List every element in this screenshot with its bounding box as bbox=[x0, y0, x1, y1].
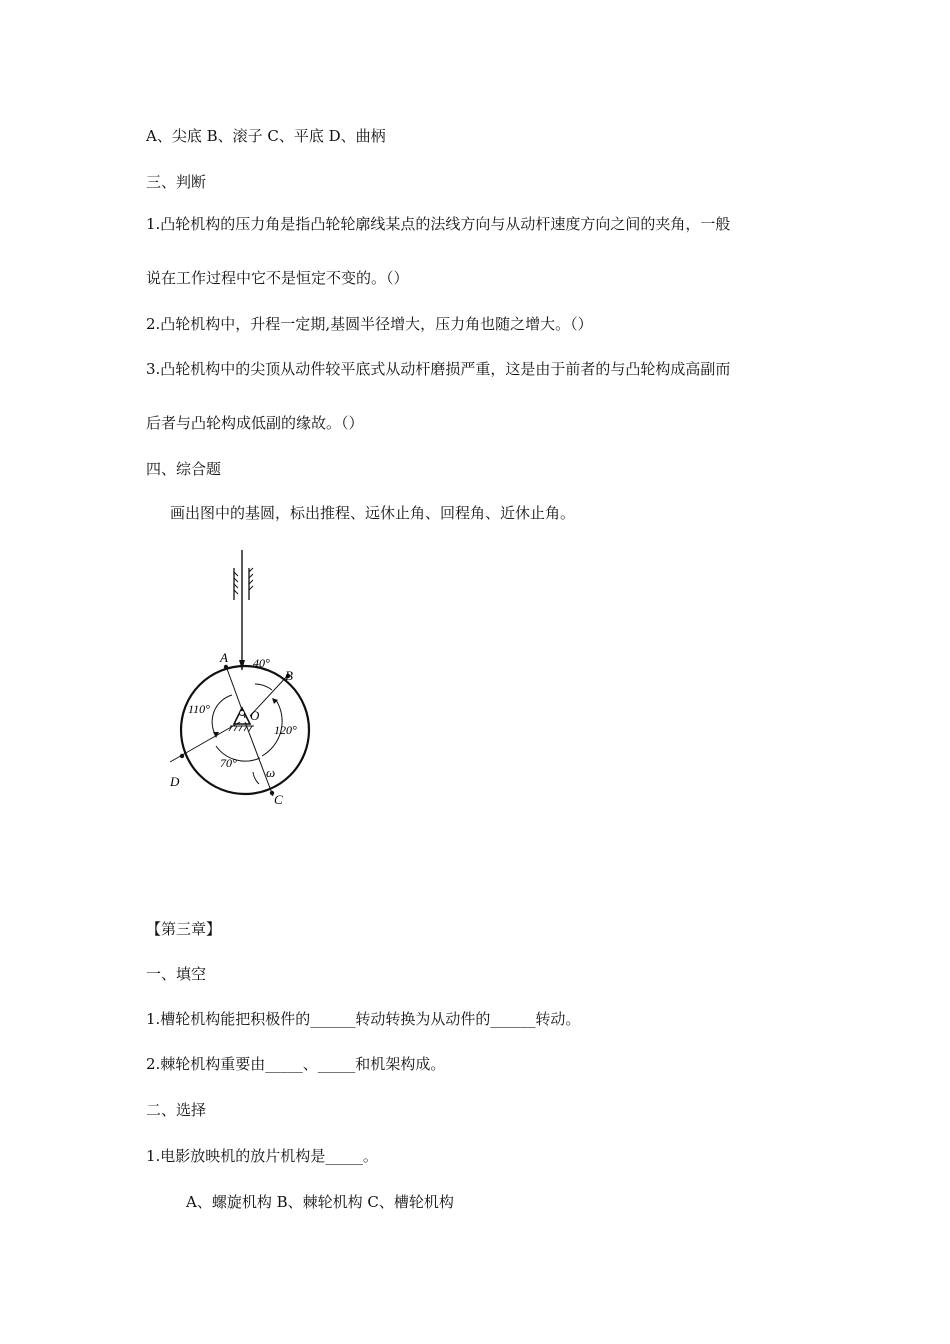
center-label-o: O bbox=[250, 708, 260, 723]
fill-item-1: 1.槽轮机构能把积极件的______转动转换为从动件的______转动。 bbox=[146, 1010, 581, 1028]
point-label-a: A bbox=[220, 650, 228, 665]
judgment-item-2: 2.凸轮机构中，升程一定期,基圆半径增大，压力角也随之增大。（） bbox=[146, 315, 593, 333]
point-label-b: B bbox=[285, 668, 293, 683]
choice-item-1: 1.电影放映机的放片机构是_____。 bbox=[146, 1147, 378, 1165]
judgment-item-1-line-2: 说在工作过程中它不是恒定不变的。（） bbox=[146, 269, 409, 287]
omega-label: ω bbox=[266, 765, 276, 780]
judgment-item-1-line-1: 1.凸轮机构的压力角是指凸轮轮廓线某点的法线方向与从动杆速度方向之间的夹角，一般 bbox=[146, 215, 731, 233]
angle-label-70: 70° bbox=[220, 756, 237, 770]
angle-label-120: 120° bbox=[274, 723, 297, 737]
angle-label-40: 40° bbox=[253, 656, 270, 670]
section-heading-fill-blank: 一、填空 bbox=[146, 965, 207, 983]
cam-mechanism-figure bbox=[150, 550, 370, 820]
chapter-heading: 【第三章】 bbox=[146, 920, 222, 938]
choice-item-1-options: A、螺旋机构 B、棘轮机构 C、槽轮机构 bbox=[186, 1193, 454, 1211]
point-label-d: D bbox=[170, 774, 180, 789]
choice-options-line: A、尖底 B、滚子 C、平底 D、曲柄 bbox=[146, 127, 386, 145]
angle-label-110: 110° bbox=[188, 702, 210, 716]
comprehensive-question: 画出图中的基圆，标出推程、远休止角、回程角、近休止角。 bbox=[170, 504, 576, 522]
judgment-item-3-line-2: 后者与凸轮构成低副的缘故。（） bbox=[146, 414, 364, 432]
point-label-c: C bbox=[274, 792, 283, 807]
section-heading-judgment: 三、判断 bbox=[146, 173, 207, 191]
fill-item-2: 2.棘轮机构重要由_____、_____和机架构成。 bbox=[146, 1055, 446, 1073]
section-heading-choice: 二、选择 bbox=[146, 1101, 207, 1119]
section-heading-comprehensive: 四、综合题 bbox=[146, 460, 222, 478]
judgment-item-3-line-1: 3.凸轮机构中的尖顶从动件较平底式从动杆磨损严重，这是由于前者的与凸轮构成高副而 bbox=[146, 360, 731, 378]
